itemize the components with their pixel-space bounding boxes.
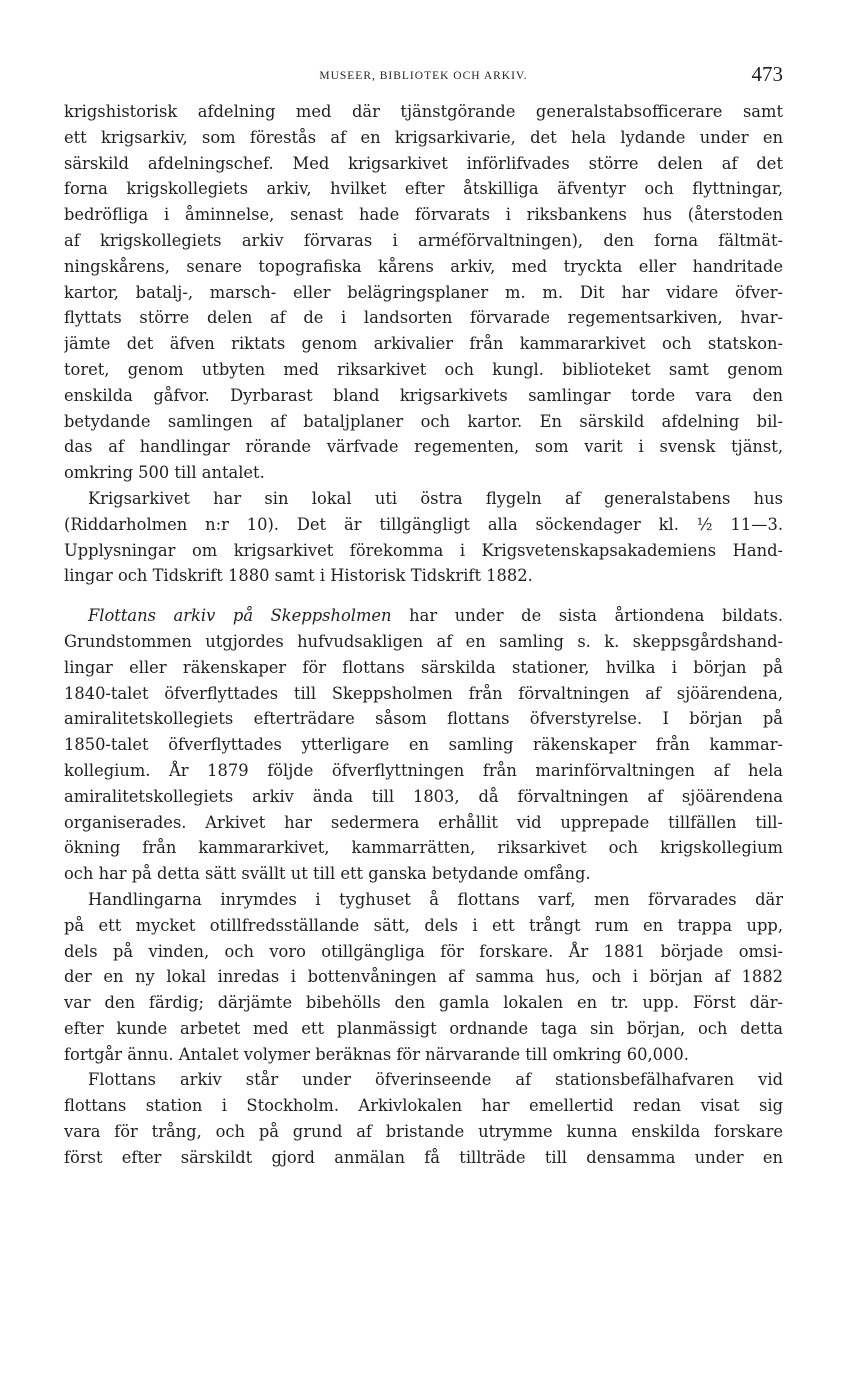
page-number: 473 bbox=[751, 62, 783, 86]
text-line: Krigsarkivet har sin lokal uti östra flygeln af generalstabens hus bbox=[88, 488, 783, 508]
paragraph-krigsarkiv-description bbox=[64, 99, 783, 486]
text-line: vara för trång, och på grund af bristande utrymme kunna enskilda forskare bbox=[64, 1122, 783, 1142]
paragraph-krigsarkiv-location bbox=[64, 486, 783, 589]
text-line: flyttats större delen af de i landsorten förvarade regementsarkiven, hvar- bbox=[64, 308, 783, 328]
text-line: enskilda gåfvor. Dyrbarast bland krigsarkivets samlingar torde vara den bbox=[64, 385, 783, 405]
text-line: särskild afdelningschef. Med krigsarkivet införlifvades större delen af det bbox=[64, 153, 783, 173]
text-line: ökning från kammararkivet, kammarrätten, riksarkivet och krigskollegium bbox=[64, 838, 783, 858]
text-line: 1850-talet öfverflyttades ytterligare en samling räkenskaper från kammar- bbox=[64, 735, 783, 755]
text-line: fortgår ännu. Antalet volymer beräknas för närvarande till omkring 60,000. bbox=[64, 1044, 689, 1064]
paragraph-handlingarna bbox=[64, 887, 783, 1068]
heading-line-rest: har under de sista årtiondena bildats. bbox=[409, 606, 783, 626]
text-line: af krigskollegiets arkiv förvaras i arméförvaltningen), den forna fältmät- bbox=[64, 230, 783, 250]
text-line: 1840-talet öfverflyttades till Skeppsholmen från förvaltningen af sjöärendena, bbox=[64, 683, 783, 703]
page-header bbox=[64, 62, 783, 92]
text-line: amiralitetskollegiets efterträdare såsom flottans öfverstyrelse. I början på bbox=[64, 709, 783, 729]
text-line: organiserades. Arkivet har sedermera erhållit vid upprepade tillfällen till- bbox=[64, 812, 783, 832]
text-line: omkring 500 till antalet. bbox=[64, 463, 265, 483]
text-line: lingar och Tidskrift 1880 samt i Historisk Tidskrift 1882. bbox=[64, 566, 533, 586]
running-title: MUSEER, BIBLIOTEK OCH ARKIV. bbox=[319, 70, 528, 82]
text-line: (Riddarholmen n:r 10). Det är tillgängligt alla söckendager kl. ½ 11—3. bbox=[64, 514, 783, 534]
text-line: kartor, batalj-, marsch- eller belägringsplaner m. m. Dit har vidare öfver- bbox=[64, 282, 783, 302]
text-line: toret, genom utbyten med riksarkivet och kungl. biblioteket samt genom bbox=[64, 359, 783, 379]
text-line: amiralitetskollegiets arkiv ända till 1803, då förvaltningen af sjöärendena bbox=[64, 786, 783, 806]
text-line: Handlingarna inrymdes i tyghuset å flottans varf, men förvarades där bbox=[88, 889, 783, 909]
text-line: lingar eller räkenskaper för flottans särskilda stationer, hvilka i början på bbox=[64, 657, 783, 677]
text-line: på ett mycket otillfredsställande sätt, dels i ett trångt rum en trappa upp, bbox=[64, 915, 783, 935]
body-text bbox=[64, 99, 783, 1171]
text-line bbox=[64, 603, 783, 629]
text-line: forna krigskollegiets arkiv, hvilket efter åtskilliga äfventyr och flyttningar, bbox=[64, 179, 783, 199]
text-line: betydande samlingen af bataljplaner och kartor. En särskild afdelning bil- bbox=[64, 411, 783, 431]
text-line: efter kunde arbetet med ett planmässigt ordnande taga sin början, och detta bbox=[64, 1018, 783, 1038]
text-line: dels på vinden, och voro otillgängliga för forskare. År 1881 började omsi- bbox=[64, 941, 783, 961]
text-line: Grundstommen utgjordes hufvudsakligen af en samling s. k. skeppsgårdshand- bbox=[64, 631, 783, 651]
text-line: Upplysningar om krigsarkivet förekomma i Krigsvetenskapsakademiens Hand- bbox=[64, 540, 783, 560]
text-line: var den färdig; därjämte bibehölls den gamla lokalen en tr. upp. Först där- bbox=[64, 993, 783, 1013]
paragraph-flottans-arkiv-supervision bbox=[64, 1067, 783, 1170]
text-line: bedröfliga i åminnelse, senast hade förvarats i riksbankens hus (återstoden bbox=[64, 205, 783, 225]
text-line: ett krigsarkiv, som förestås af en krigsarkivarie, det hela lydande under en bbox=[64, 127, 783, 147]
text-line: ningskårens, senare topografiska kårens arkiv, med tryckta eller handritade bbox=[64, 256, 783, 276]
section-heading-italic: Flottans arkiv på Skeppsholmen bbox=[88, 606, 392, 626]
text-line: der en ny lokal inredas i bottenvåningen af samma hus, och i början af 1882 bbox=[64, 967, 783, 987]
text-line: das af handlingar rörande värfvade regementen, som varit i svensk tjänst, bbox=[64, 437, 783, 457]
text-line: Flottans arkiv står under öfverinseende af stationsbefälhafvaren vid bbox=[88, 1070, 783, 1090]
paragraph-flottans-arkiv bbox=[64, 603, 783, 887]
text-line: först efter särskildt gjord anmälan få tillträde till densamma under en bbox=[64, 1147, 783, 1167]
text-line: kollegium. År 1879 följde öfverflyttningen från marinförvaltningen af hela bbox=[64, 760, 783, 780]
section-gap bbox=[64, 589, 783, 603]
text-line: jämte det äfven riktats genom arkivalier från kammararkivet och statskon- bbox=[64, 334, 783, 354]
text-line: och har på detta sätt svällt ut till ett ganska betydande omfång. bbox=[64, 864, 591, 884]
text-line: flottans station i Stockholm. Arkivlokalen har emellertid redan visat sig bbox=[64, 1096, 783, 1116]
text-line: krigshistorisk afdelning med där tjänstgörande generalstabsofficerare samt bbox=[64, 102, 783, 121]
